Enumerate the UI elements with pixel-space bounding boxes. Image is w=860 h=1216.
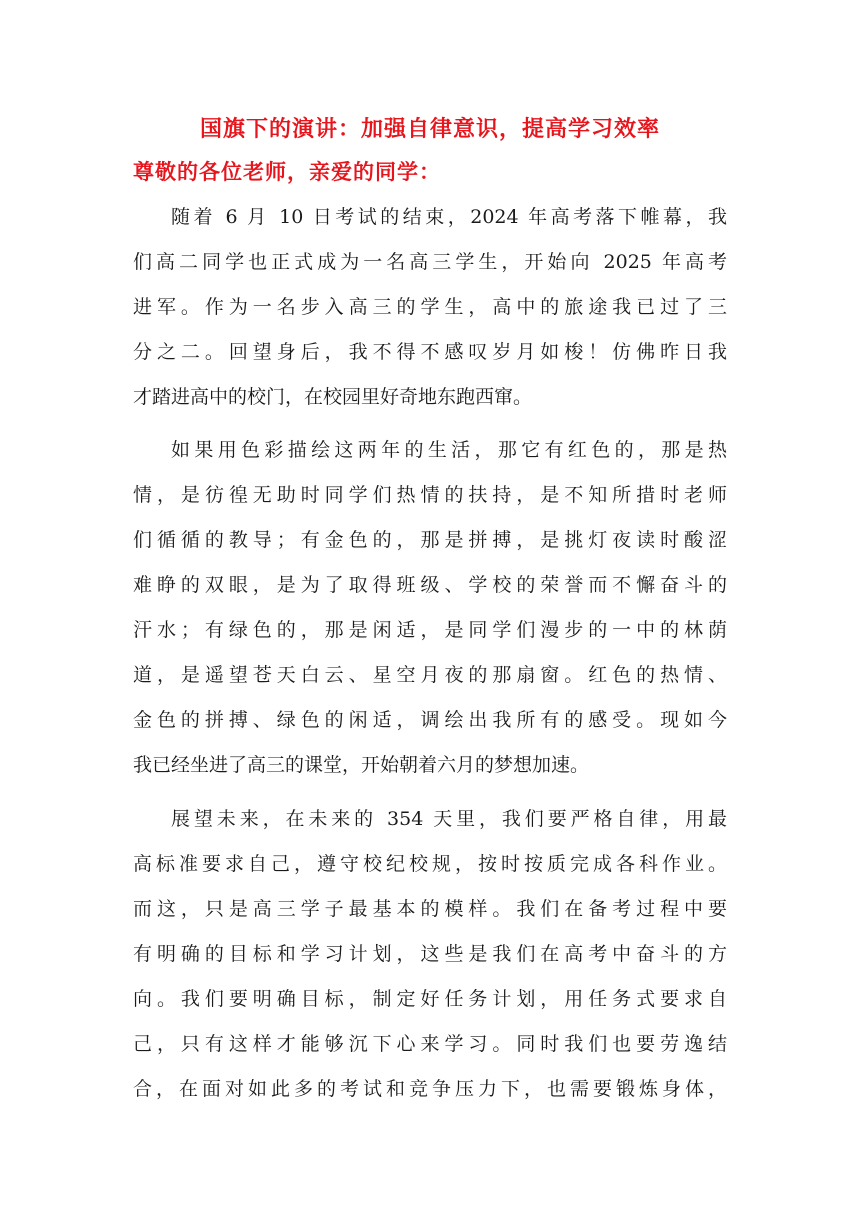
paragraph-line: 高标准要求自己，遵守校纪校规，按时按质完成各科作业。 bbox=[133, 853, 727, 875]
paragraph-line: 道，是遥望苍天白云、星空月夜的那扇窗。红色的热情、 bbox=[133, 664, 727, 686]
paragraph-line: 我已经坐进了高三的课堂，开始朝着六月的梦想加速。 bbox=[133, 754, 590, 776]
paragraph-line: 金色的拼搏、绿色的闲适，调绘出我所有的感受。现如今 bbox=[133, 709, 727, 731]
paragraph-line: 情，是彷徨无助时同学们热情的扶持，是不知所措时老师 bbox=[133, 484, 727, 506]
paragraph-line: 展望未来，在未来的 354 天里，我们要严格自律，用最 bbox=[171, 808, 727, 830]
paragraph-line: 随着 6 月 10 日考试的结束，2024 年高考落下帷幕，我 bbox=[171, 206, 727, 228]
paragraph-line: 才踏进高中的校门，在校园里好奇地东跑西窜。 bbox=[133, 386, 533, 408]
paragraph-line: 分之二。回望身后，我不得不感叹岁月如梭！仿佛昨日我 bbox=[133, 341, 727, 363]
speech-title: 国旗下的演讲：加强自律意识，提高学习效率 bbox=[199, 116, 660, 142]
salutation: 尊敬的各位老师，亲爱的同学： bbox=[133, 159, 441, 184]
paragraph-line: 而这，只是高三学子最基本的模样。我们在备考过程中要 bbox=[133, 898, 727, 920]
paragraph-line: 们高二同学也正式成为一名高三学生，开始向 2025 年高考 bbox=[133, 251, 727, 273]
paragraph-line: 们循循的教导；有金色的，那是拼搏，是挑灯夜读时酸涩 bbox=[133, 529, 727, 551]
paragraph-line: 进军。作为一名步入高三的学生，高中的旅途我已过了三 bbox=[133, 296, 727, 318]
paragraph-line: 汗水；有绿色的，那是闲适，是同学们漫步的一中的林荫 bbox=[133, 619, 727, 641]
paragraph-line: 向。我们要明确目标，制定好任务计划，用任务式要求自 bbox=[133, 988, 727, 1010]
paragraph-line: 难睁的双眼，是为了取得班级、学校的荣誉而不懈奋斗的 bbox=[133, 574, 727, 596]
paragraph-line: 合，在面对如此多的考试和竞争压力下，也需要锻炼身体， bbox=[133, 1078, 727, 1100]
paragraph-line: 有明确的目标和学习计划，这些是我们在高考中奋斗的方 bbox=[133, 943, 727, 965]
paragraph-line: 如果用色彩描绘这两年的生活，那它有红色的，那是热 bbox=[171, 439, 727, 461]
paragraph-line: 己，只有这样才能够沉下心来学习。同时我们也要劳逸结 bbox=[133, 1033, 727, 1055]
